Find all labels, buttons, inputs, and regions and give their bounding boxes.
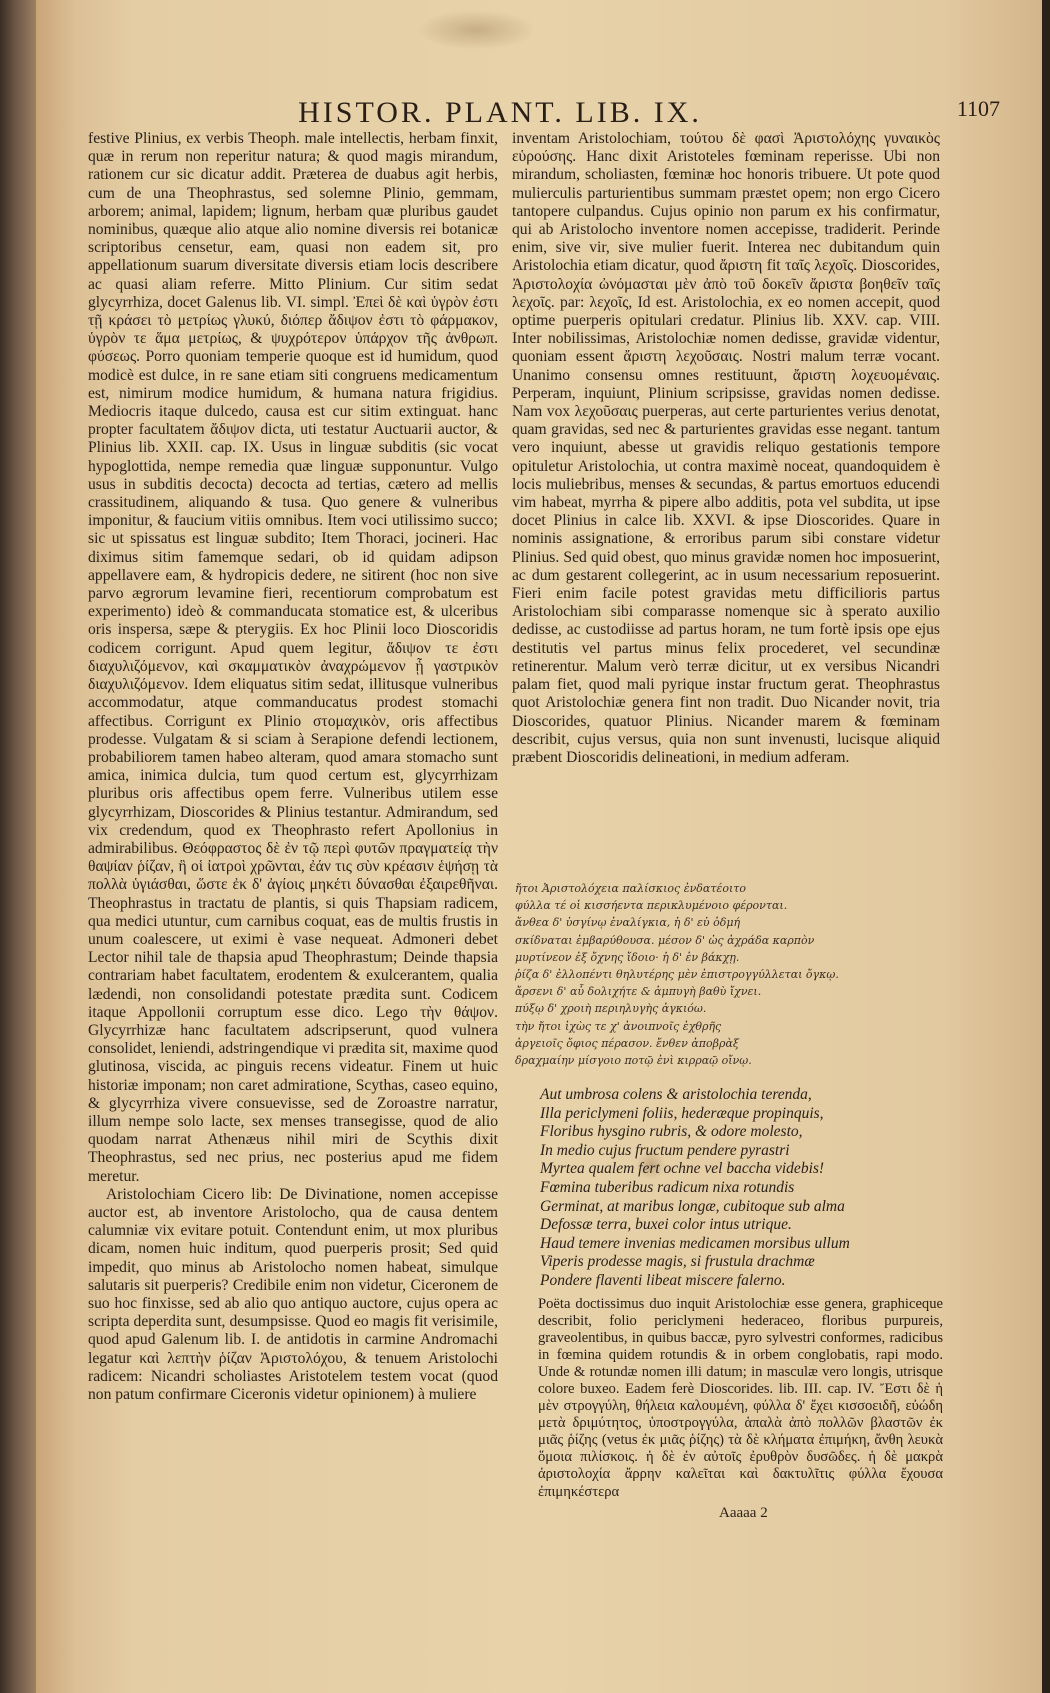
signature-mark: Aaaaa 2 bbox=[719, 1505, 768, 1521]
latin-verse-line: Fœmina tuberibus radicum nixa rotundis bbox=[540, 1178, 795, 1196]
greek-verse-line: ἄνθεα δ' ὑσγίνῳ ἐναλίγκια, ἡ δ' εὐ ὀδμή bbox=[515, 916, 741, 930]
greek-verse-line: ἀργειοῖς ὄφιος πέρασον. ἔνθεν ἀποβρὰξ bbox=[515, 1036, 739, 1050]
greek-verse-line: ἄρσενι δ' αὖ δολιχήτε & ἀμπυγὴ βαθὺ ἴχνει. bbox=[515, 985, 762, 999]
latin-verse-line: Illa periclymeni foliis, hederæque propinquis, bbox=[540, 1104, 824, 1122]
greek-verse-line: ἤτοι Ἀριστολόχεια παλίσκιος ἐνδατέοιτο bbox=[515, 882, 746, 895]
greek-verse-line: ῥίζα δ' ἐλλοπέντι θηλυτέρης μὲν ἐπιστρογγύλλεται ὄγκῳ. bbox=[515, 968, 839, 982]
latin-verse-line: Myrtea qualem fert ochne vel baccha videbis! bbox=[540, 1160, 825, 1178]
greek-verse-line: δραχμαίην μίσγοιο ποτῷ ἐνὶ κιρραῷ οἴνῳ. bbox=[515, 1054, 752, 1068]
greek-verse-line: σκίδναται ἑμβαρύθουσα. μέσον δ' ὡς ἀχράδα καρπὸν bbox=[515, 933, 815, 947]
latin-verse-line: Pondere flaventi libeat miscere falerno. bbox=[540, 1271, 786, 1289]
book-gutter bbox=[0, 0, 36, 1693]
right-paragraph-1: inventam Aristolochiam, τούτου δὲ φασὶ Ἀριστολόχης γυναικὸς εὑρούσης. Hanc dixit Aristoteles fœminam reperisse. Ubi non mirandum, scholiasten, fœminæ hoc honoris tribuere. Ut pote quod mulierculis parturientibus summam præstet opem; non ergo Cicero tantopere culpandus. Cujus opinio non parum ex his confirmatur, qui ab Aristolocho inventore nomen accepisse, tradiderit. Perinde enim, sive vir, sive mulier fuerit. Interea nec dubitandum quin Aristolochia etiam dicatur, quod ἄριστη fit ταῖς λεχοῖς. Dioscorides, Ἀριστολοχία ὠνόμασται μὲν ἀπὸ τοῦ δοκεῖν ἄριστα βοηθεῖν ταῖς λεχοῖς. par: λεχοῖς, Id est. Aristolochia, ex eo nomen accepit, quod optime puerperis opitulari credatur. Plinius lib. XXV. cap. VIII. Inter nobilissimas, Aristolochiæ nomen dedisse, gravidæ videntur, quoniam essent ἄριστη λεχοῦσαις. Nostri malum terræ vocant. Unanimo consensu omnes restituunt, ἄριστη λοχευομέναις. Perperam, inquiunt, Plinium scripsisse, gravidas nomen dedisse. Nam vox λεχοῦσαις puerperas, aut certe parturientes verius denotat, quam gravidas, sed nec & parturientes gravidas esse negant. tantum vero inquiunt, abesse ut gravidis reliquo gestationis tempore opituletur Aristolochia, ut contra maximè noceat, quandoquidem è locis muliebribus, menses & secundas, & partus emortuos educendi vim habeat, myrrha & pipere albo additis, pota vel subdita, ut ipse docet Plinius in calce lib. XXVI. & ipse Dioscorides. Quare in nominis assignatione, & erroribus parum sibi constare videtur Plinius. Sed quid obest, quo minus gravidæ nomen hoc imposuerint, ac dum gestarent collegerint, ac in usum necessarium reposuerint. Fieri enim facile potest gravidas metu difficilioris partus Aristolochiam sibi comparasse nomenque sic à sperato auxilio dedisse, ac custodiisse ad partus horam, ne tum fortè ipsis ope ejus destitutis vel partus minus felix procederet, vel secundinæ retinerentur. Malum verò terræ dicitur, ut ex versibus Nicandri palam fiet, quod mali pyrique instar fructum gerat. Theophrastus quot Aristolochiæ genera fint non tradit. Duo Nicander novit, tria Dioscorides, quatuor Plinius. Nicander marem & fœminam describit, cujus versus, quia non sunt invenusti, lucisque aliquid præbent Dioscoridis delineationi, in medium adferam. bbox=[512, 130, 940, 766]
right-paragraph-2: Poëta doctissimus duo inquit Aristolochiæ esse genera, graphiceque describit, folio periclymeni hederaceo, floribus purpureis, graveolentibus, in quibus baccæ, pyro sylvestri conformes, radicibus in fœmina quidem rotundis & in orbem conglobatis, rapi modo. Unde & rotundæ nomen illi datum; in masculæ vero longis, utrisque colore buxeo. Eadem ferè Dioscorides. lib. III. cap. IV. Ἔστι δὲ ἡ μὲν στρογγύλη, θήλεια καλουμένη, φύλλα δ' ἔχει κισσοειδῆ, εὐώδη μετὰ δριμύτητος, ὑποστρογγύλα, ἁπαλὰ ἀπὸ πολλῶν βλαστῶν ἐκ μιᾶς ῥίζης (vetus ἐκ μιᾶς ῥίζης) τὰ δὲ κλήματα ἐπιμήκη, ἄνθη λευκὰ ὅμοια πιλίσκοις. ἡ δὲ ἐν αὐτοῖς ἐρυθρὸν δυσῶδες. ἡ δὲ μακρὰ ἀριστολοχία ἄρρην καλεῖται καὶ δακτυλῖτις φύλλα ἔχουσα ἐπιμηκέστερα bbox=[538, 1296, 943, 1500]
greek-verse-line: φύλλα τέ οἱ κισσήεντα περικλυμένοιο φέρονται. bbox=[515, 899, 788, 913]
left-paragraph-1: festive Plinius, ex verbis Theoph. male intellectis, herbam finxit, quæ in rerum non reperitur natura; & quod magis mirandum, rationem cur sic dicatur addit. Præterea de duabus agit herbis, cum de una Theophrastus, sed solemne Plinio, gemmam, arborem; animal, lapidem; lignum, herbam quæ pluribus gaudet nominibus, quæque alio atque alio nomine diversis rei botanicæ scriptoribus censetur, eam, quasi non eadem sit, pro appellationum suarum diversitate diversis etiam locis describere ac quasi aliam referre. Mitto Plinium. Cur sitim sedat glycyrrhiza, docet Galenus lib. VI. simpl. Ἐπεὶ δὲ καὶ ὑγρὸν ἐστι τῇ κράσει τὸ μετρίως γλυκύ, διόπερ ἄδιψον ἐστι τὸ φάρμακον, ὑγρὸν τε ἅμα μετρίως, & ψυχρότερον ὑπάρχον τῆς ἀνθρωπ. φύσεως. Porro quoniam temperie quoque est id humidum, quod modicè est dulce, in re sane etiam siti congruens medicamentum est, nimirum modice humidum, & humana natura frigidius. Mediocris itaque dulcedo, causa est cur sitim extinguat. hanc propter facultatem ἄδιψον dicta, uti testatur Auctuarii auctor, & Plinius lib. XXII. cap. IX. Usus in linguæ subditis (sic vocat hypoglottida, nempe remedia quæ linguæ supponuntur. Vulgo usus in subditis decocta) decocta ad tertias, cætero ad mellis crassitudinem, aliquando & tusa. Quo genere & vulneribus imponitur, & faucium vitiis omnibus. Item voci utilissimo succo; sic ut spissatus est linguæ subdito; Item Thoraci, jocineri. Hac diximus sitim famemque sedari, ob id quidam adipson appellavere eam, & hydropicis dedere, ne sitirent (hoc non sive parvo ægrorum levamine fieri, recentiorum comprobatum est experimento) ideò & commanducata stomatice est, & ulceribus oris inspersa, sæpe & pterygiis. Ex hoc Plinii loco Dioscoridis codicem corrigunt. Apud quem legitur, ἄδιψον τε ἐστι διαχυλιζόμενον, καὶ σκαμματικὸν ἀναχρώμενον ᾗ γαστρικὸν διαχυλιζόμενον. Idem eliquatus sitim sedat, illitusque vulneribus accommodatur, atque commanducatus prodest stomachi affectibus. Corrigunt ex Plinio στομαχικὸν, oris affectibus prodesse. Vulgatam & si sciam à Serapione defendi lectionem, probabiliorem tamen habeo alteram, quod amara stomacho sunt amica, inimica dulcia, tum quod certum est, glycyrrhizam pluribus oris affectibus opem ferre. Vulneribus utilem esse glycyrrhizam, Dioscorides & Plinius testantur. Admirandum, sed vix credendum, quod ex Theophrasto refert Apollonius in admirabilibus. Θεόφραστος δὲ ἐν τῷ περὶ φυτῶν πραγματείᾳ τὴν θαψίαν ῥίζαν, ἣ οἱ ἰατροὶ χρῶνται, ἐάν τις σὺν κρέασιν ἑψήσῃ τὰ πολλὰ ὑγιάσθαι, ὥστε ἐκ δ' ἀγίοις μηκέτι δύνασθαι ἐξαιρεθῆναι. Theophrastus in tractatu de plantis, si quis Thapsiam radicem, qua medici utuntur, cum carnibus coquat, eas de multis frustis in unum coalescere, ut eximi è vase nequeat. Admoneri debet Lector nihil tale de thapsia apud Theophrastum; Deinde thapsia contrariam habet facultatem, erodentem & exulcerantem, qualia lædendi, non consolidandi potestate prædita sunt. Codicem itaque Appollonii corruptum esse dico. Lego τὴν θάψον. Glycyrrhizæ hanc facultatem adscripserunt, quod vulnera consolidet, leniendi, adstringendique vi prædita sit, maxime quod glutinosa, viscida, ac pinguis recens videatur. Finem ut huic historiæ imponam; non caret admiratione, Scythas, caseo equino, & glycyrrhiza vivere consuevisse, sed de Zoroastre narratur, illum nempe solo lacte, sex menses transegisse, quod de alio quodam narrat Athenæus nihil miri de Scythis dixit Theophrastus, sed nec prius, nec posterius apud me fidem meretur. bbox=[88, 130, 498, 1185]
right-column-bottom bbox=[538, 1296, 943, 1501]
page-number: 1107 bbox=[956, 96, 1000, 121]
latin-verse-line: Defossæ terra, buxei color intus utrique. bbox=[540, 1216, 792, 1234]
greek-verse-block bbox=[515, 880, 935, 1069]
latin-verse-line: Germinat, at maribus longæ, cubitoque sub alma bbox=[540, 1197, 845, 1215]
latin-verse-line: In medio cujus fructum pendere pyrastri bbox=[540, 1141, 790, 1159]
latin-verse-line: Aut umbrosa colens & aristolochia terenda, bbox=[540, 1086, 812, 1103]
running-title: HISTOR. PLANT. LIB. IX. bbox=[298, 96, 702, 129]
left-column bbox=[88, 130, 498, 1404]
greek-verse-line: μυρτίνεον ἐξ ὄχνης ἴδοιο· ἡ δ' ἐν βάκχῃ. bbox=[515, 950, 740, 964]
greek-verse-line: πύξῳ δ' χροιὴ περιηλυγὴς ἀγκιόω. bbox=[515, 1002, 707, 1016]
latin-verse-line: Floribus hysgino rubris, & odore molesto, bbox=[540, 1123, 803, 1141]
right-column bbox=[512, 130, 940, 767]
latin-verse-block bbox=[540, 1086, 940, 1291]
latin-verse-line: Haud temere invenias medicamen morsibus ullum bbox=[540, 1234, 850, 1252]
page-stain bbox=[416, 10, 536, 50]
greek-verse-line: τὴν ἤτοι ἰχὼς τε χ' ἀνοιπνοῖς ἐχθρῆς bbox=[515, 1019, 722, 1033]
latin-verse-line: Viperis prodesse magis, si frustula drachmæ bbox=[540, 1253, 815, 1271]
left-paragraph-2: Aristolochiam Cicero lib: De Divinatione, nomen accepisse auctor est, ab inventore Aristolocho, qua de causa dentem calumniæ vix evitare potuit. Contendunt enim, ut mox pluribus dicam, nomen huic inditum, quod puerperis prosit; Sed quid impedit, quo minus ab Aristolocho nomen habeat, simulque salutaris sit puerperis? Credibile enim non videtur, Ciceronem de suo hoc finxisse, sed ab alio quo antiquo auctore, cujus opera ac scripta deperdita sunt, desumpsisse. Quod eo magis fit verisimile, quod apud Galenum lib. I. de antidotis in carmine Andromachi legatur καὶ λεπτὴν ῥίζαν Ἀριστολόχου, & tenuem Aristolochi radicem: Nicandri scholiastes Aristotelem testem vocat (quod non patum confirmare Ciceronis videtur opinionem) à muliere bbox=[88, 1185, 498, 1404]
